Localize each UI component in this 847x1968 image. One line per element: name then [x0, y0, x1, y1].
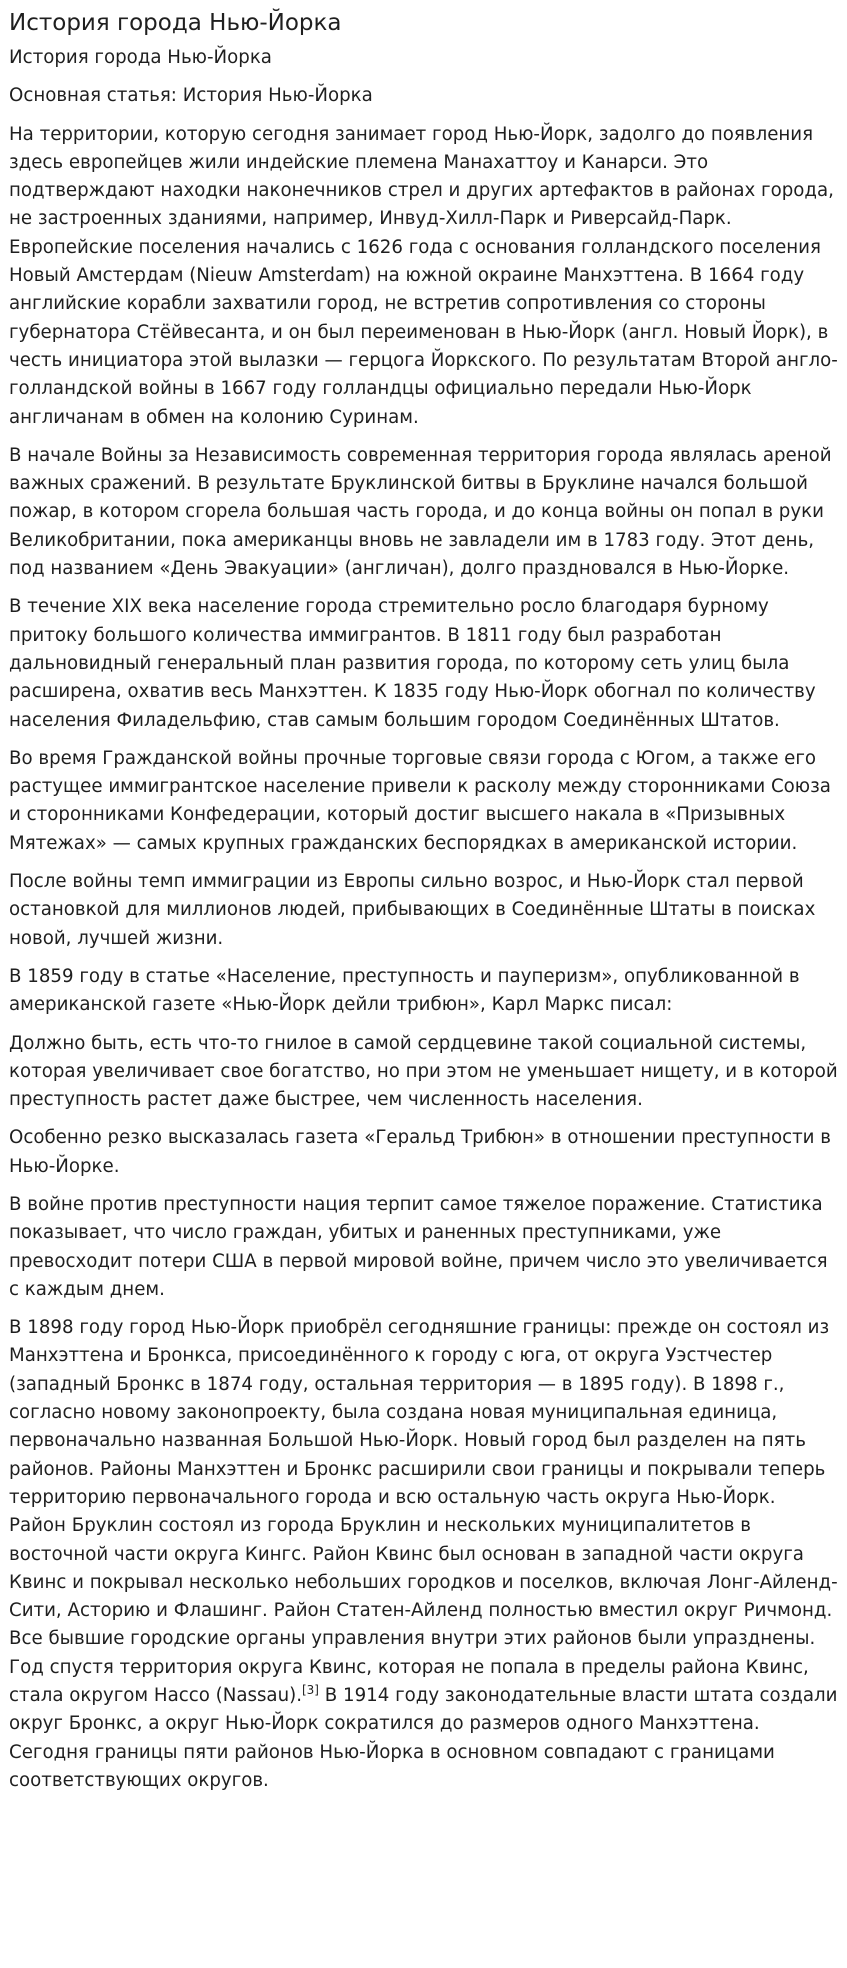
paragraph-herald-quote: В войне против преступности нация терпит самое тяжелое поражение. Статистика показывает, что число граждан, убитых и раненных преступниками, уже превосходит потери США в первой мировой войне, причем число это увеличивается с каждым днем. — [9, 1193, 828, 1300]
paragraph-herald-intro: Особенно резко высказалась газета «Геральд Трибюн» в отношении преступности в Нью-Йорке. — [9, 1127, 832, 1177]
paragraph-1898-part1: В 1898 году город Нью-Йорк приобрёл сегодняшние границы: прежде он состоял из Манхэттена и Бронкса, присоединённого к городу с юга, от округа Уэстчестер (западный Бронкс в 1874 году, остальная территория — в 1895 году). В 1898 г., согласно новому законопроекту, была создана новая муниципальная единица, первоначально названная Большой Нью-Йорк. Новый город был разделен на пять районов. Районы Манхэттен и Бронкс расширили свои границы и покрывали теперь территорию первоначального города и всю остальную часть округа Нью-Йорк. Район Бруклин состоял из города Бруклин и нескольких муниципалитетов в восточной части округа Кингс. Район Квинс был основан в западной части округа Квинс и покрывал несколько небольших городков и поселков, включая Лонг-Айленд-Сити, Асторию и Флашинг. Район Статен-Айленд полностью вместил округ Ричмонд. Все бывшие городские органы управления внутри этих районов были упразднены. Год спустя территория округа Квинс, которая не попала в пределы района Квинс, стала округом Нассо (Nassau). — [9, 1317, 838, 1707]
paragraph-marx-intro: В 1859 году в статье «Население, преступность и пауперизм», опубликованной в американской газете «Нью-Йорк дейли трибюн», Карл Маркс писал: — [9, 965, 800, 1016]
paragraph-early-history: На территории, которую сегодня занимает город Нью-Йорк, задолго до появления здесь европейцев жили индейские племена Манахаттоу и Канарси. Это подтверждают находки наконечников стрел и других артефактов в районах города, не застроенных зданиями, например, Инвуд-Хилл-Парк и Риверсайд-Парк. Европейские поселения начались с 1626 года с основания голландского поселения Новый Амстердам (Nieuw Amsterdam) на южной окраине Манхэттена. В 1664 году английские корабли захватили город, не встретив сопротивления со стороны губернатора Стёйвесанта, и он был переименован в Нью-Йорк (англ. Новый Йорк), в честь инициатора этой вылазки — герцога Йоркского. По результатам Второй англо-голландской войны в 1667 году голландцы официально передали Нью-Йорк англичанам в обмен на колонию Суринам. — [9, 123, 838, 428]
paragraph-immigration: После войны темп иммиграции из Европы сильно возрос, и Нью-Йорк стал первой остановкой для миллионов людей, прибывающих в Соединённые Штаты в поисках новой, лучшей жизни. — [9, 871, 816, 949]
main-article-note: Основная статья: История Нью-Йорка — [9, 85, 373, 107]
paragraph-independence-war: В начале Войны за Независимость современная территория города являлась ареной важных сражений. В результате Бруклинской битвы в Бруклине начался большой пожар, в котором сгорела большая часть города, и до конца войны он попал в руки Великобритании, пока американцы вновь не завладели им в 1783 году. Этот день, под названием «День Эвакуации» (англичан), долго праздновался в Нью-Йорке. — [9, 444, 832, 580]
page-title: История города Нью-Йорка — [9, 10, 342, 36]
paragraph-civil-war: Во время Гражданской войны прочные торговые связи города с Югом, а также его растущее иммигрантское население привели к расколу между сторонниками Союза и сторонниками Конфедерации, который достиг высшего накала в «Призывных Мятежах» — самых крупных гражданских беспорядках в американской истории. — [9, 747, 831, 854]
paragraph-19th-century: В течение XIX века население города стремительно росло благодаря бурному притоку большого количества иммигрантов. В 1811 году был разработан дальновидный генеральный план развития города, по которому сеть улиц была расширена, охватив весь Манхэттен. К 1835 году Нью-Йорк обогнал по количеству населения Филадельфию, став самым большим городом Соединённых Штатов. — [9, 596, 816, 731]
footnote-link[interactable]: [3] — [301, 1682, 319, 1697]
section-subtitle: История города Нью-Йорка — [9, 47, 272, 68]
paragraph-marx-quote: Должно быть, есть что-то гнилое в самой сердцевине такой социальной системы, которая увеличивает свое богатство, но при этом не уменьшает нищету, и в которой преступность растет даже быстрее, чем численность населения. — [9, 1032, 838, 1111]
paragraph-1898-boundaries — [9, 1314, 838, 1795]
paragraph-1898-part2: В 1914 году законодательные власти штата создали округ Бронкс, а округ Нью-Йорк сократился до размеров одного Манхэттена. Сегодня границы пяти районов Нью-Йорка в основном совпадают с границами соответствующих округов. — [9, 1685, 838, 1791]
